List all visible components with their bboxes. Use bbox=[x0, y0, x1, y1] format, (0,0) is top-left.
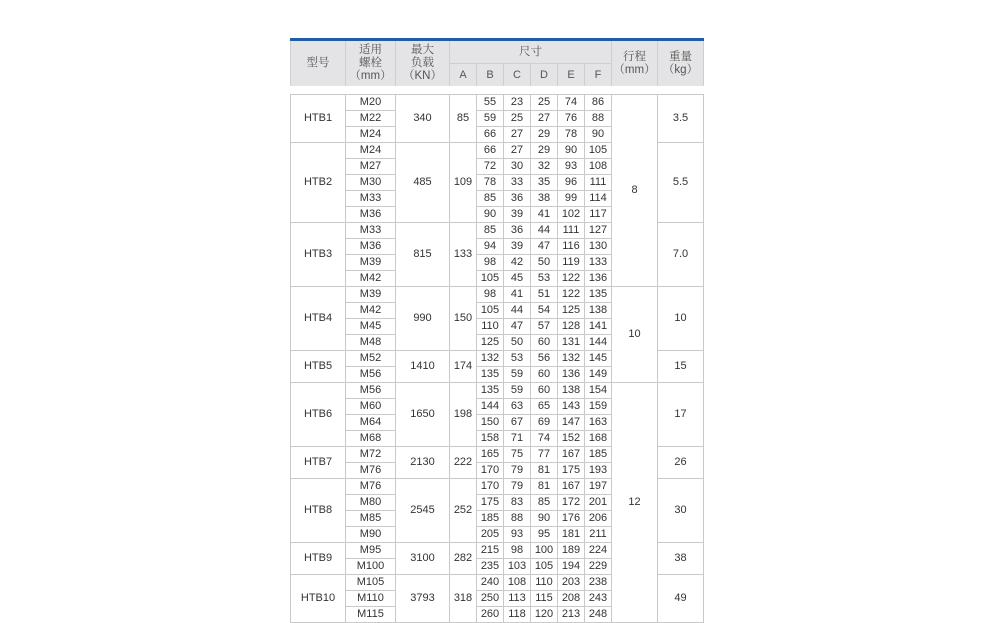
dim-a-cell: 252 bbox=[450, 479, 477, 543]
dim-e-cell: 143 bbox=[558, 399, 585, 415]
bolt-cell: M76 bbox=[346, 479, 396, 495]
header-dimensions: 尺寸 bbox=[450, 40, 612, 64]
dim-d-cell: 65 bbox=[531, 399, 558, 415]
dim-e-cell: 122 bbox=[558, 287, 585, 303]
dim-d-cell: 41 bbox=[531, 207, 558, 223]
dim-b-cell: 170 bbox=[477, 479, 504, 495]
dim-f-cell: 243 bbox=[585, 591, 612, 607]
bolt-cell: M33 bbox=[346, 191, 396, 207]
dim-c-cell: 93 bbox=[504, 527, 531, 543]
dim-f-cell: 159 bbox=[585, 399, 612, 415]
dim-b-cell: 66 bbox=[477, 127, 504, 143]
dim-e-cell: 125 bbox=[558, 303, 585, 319]
dim-f-cell: 211 bbox=[585, 527, 612, 543]
model-cell: HTB3 bbox=[291, 223, 346, 287]
dim-a-cell: 198 bbox=[450, 383, 477, 447]
dim-f-cell: 224 bbox=[585, 543, 612, 559]
dim-e-cell: 175 bbox=[558, 463, 585, 479]
dim-e-cell: 208 bbox=[558, 591, 585, 607]
dim-f-cell: 105 bbox=[585, 143, 612, 159]
dim-b-cell: 135 bbox=[477, 383, 504, 399]
dim-c-cell: 25 bbox=[504, 111, 531, 127]
dim-b-cell: 125 bbox=[477, 335, 504, 351]
dim-c-cell: 33 bbox=[504, 175, 531, 191]
dim-b-cell: 235 bbox=[477, 559, 504, 575]
dim-c-cell: 50 bbox=[504, 335, 531, 351]
dim-b-cell: 185 bbox=[477, 511, 504, 527]
dim-b-cell: 105 bbox=[477, 271, 504, 287]
dim-c-cell: 39 bbox=[504, 207, 531, 223]
dim-d-cell: 54 bbox=[531, 303, 558, 319]
dim-d-cell: 60 bbox=[531, 335, 558, 351]
dim-b-cell: 85 bbox=[477, 223, 504, 239]
dim-b-cell: 205 bbox=[477, 527, 504, 543]
dim-f-cell: 206 bbox=[585, 511, 612, 527]
bolt-cell: M90 bbox=[346, 527, 396, 543]
dim-c-cell: 108 bbox=[504, 575, 531, 591]
dim-f-cell: 88 bbox=[585, 111, 612, 127]
bolt-cell: M115 bbox=[346, 607, 396, 623]
dim-d-cell: 115 bbox=[531, 591, 558, 607]
model-cell: HTB1 bbox=[291, 95, 346, 143]
dim-b-cell: 90 bbox=[477, 207, 504, 223]
weight-cell: 17 bbox=[658, 383, 704, 447]
dim-e-cell: 122 bbox=[558, 271, 585, 287]
dim-d-cell: 27 bbox=[531, 111, 558, 127]
dim-e-cell: 167 bbox=[558, 447, 585, 463]
dim-d-cell: 81 bbox=[531, 463, 558, 479]
dim-d-cell: 77 bbox=[531, 447, 558, 463]
dim-c-cell: 53 bbox=[504, 351, 531, 367]
bolt-cell: M42 bbox=[346, 303, 396, 319]
model-cell: HTB9 bbox=[291, 543, 346, 575]
dim-c-cell: 79 bbox=[504, 479, 531, 495]
header-dim-a: A bbox=[450, 64, 477, 87]
model-cell: HTB8 bbox=[291, 479, 346, 543]
dim-b-cell: 132 bbox=[477, 351, 504, 367]
dim-d-cell: 90 bbox=[531, 511, 558, 527]
dim-d-cell: 47 bbox=[531, 239, 558, 255]
dim-f-cell: 130 bbox=[585, 239, 612, 255]
bolt-cell: M48 bbox=[346, 335, 396, 351]
load-cell: 485 bbox=[396, 143, 450, 223]
header-load: 最大 负载 （KN） bbox=[396, 40, 450, 87]
dim-c-cell: 59 bbox=[504, 367, 531, 383]
dim-e-cell: 128 bbox=[558, 319, 585, 335]
dim-d-cell: 95 bbox=[531, 527, 558, 543]
dim-a-cell: 318 bbox=[450, 575, 477, 623]
dim-b-cell: 78 bbox=[477, 175, 504, 191]
model-cell: HTB6 bbox=[291, 383, 346, 447]
weight-cell: 15 bbox=[658, 351, 704, 383]
dim-c-cell: 71 bbox=[504, 431, 531, 447]
weight-cell: 3.5 bbox=[658, 95, 704, 143]
dim-d-cell: 69 bbox=[531, 415, 558, 431]
bolt-cell: M42 bbox=[346, 271, 396, 287]
header-dim-b: B bbox=[477, 64, 504, 87]
dim-e-cell: 90 bbox=[558, 143, 585, 159]
bolt-cell: M22 bbox=[346, 111, 396, 127]
dim-d-cell: 120 bbox=[531, 607, 558, 623]
bolt-cell: M33 bbox=[346, 223, 396, 239]
table-body bbox=[291, 86, 704, 623]
stroke-cell: 10 bbox=[612, 287, 658, 383]
stroke-cell: 8 bbox=[612, 95, 658, 287]
dim-f-cell: 86 bbox=[585, 95, 612, 111]
dim-b-cell: 250 bbox=[477, 591, 504, 607]
dim-d-cell: 53 bbox=[531, 271, 558, 287]
dim-b-cell: 72 bbox=[477, 159, 504, 175]
dim-e-cell: 102 bbox=[558, 207, 585, 223]
dim-e-cell: 194 bbox=[558, 559, 585, 575]
dim-d-cell: 50 bbox=[531, 255, 558, 271]
dim-f-cell: 201 bbox=[585, 495, 612, 511]
dim-e-cell: 167 bbox=[558, 479, 585, 495]
dim-f-cell: 138 bbox=[585, 303, 612, 319]
dim-d-cell: 60 bbox=[531, 367, 558, 383]
dim-d-cell: 38 bbox=[531, 191, 558, 207]
dim-e-cell: 132 bbox=[558, 351, 585, 367]
load-cell: 3793 bbox=[396, 575, 450, 623]
dim-e-cell: 116 bbox=[558, 239, 585, 255]
header-dim-f: F bbox=[585, 64, 612, 87]
dim-c-cell: 83 bbox=[504, 495, 531, 511]
dim-e-cell: 152 bbox=[558, 431, 585, 447]
bolt-cell: M72 bbox=[346, 447, 396, 463]
weight-cell: 7.0 bbox=[658, 223, 704, 287]
bolt-cell: M36 bbox=[346, 207, 396, 223]
dim-f-cell: 111 bbox=[585, 175, 612, 191]
dim-c-cell: 79 bbox=[504, 463, 531, 479]
dim-a-cell: 109 bbox=[450, 143, 477, 223]
dim-b-cell: 144 bbox=[477, 399, 504, 415]
bolt-cell: M24 bbox=[346, 127, 396, 143]
dim-c-cell: 36 bbox=[504, 223, 531, 239]
dim-c-cell: 42 bbox=[504, 255, 531, 271]
dim-f-cell: 136 bbox=[585, 271, 612, 287]
dim-b-cell: 105 bbox=[477, 303, 504, 319]
load-cell: 990 bbox=[396, 287, 450, 351]
dim-a-cell: 222 bbox=[450, 447, 477, 479]
bolt-cell: M24 bbox=[346, 143, 396, 159]
header-bolt: 适用 螺栓 （mm） bbox=[346, 40, 396, 87]
model-cell: HTB5 bbox=[291, 351, 346, 383]
dim-c-cell: 30 bbox=[504, 159, 531, 175]
dim-f-cell: 229 bbox=[585, 559, 612, 575]
dim-e-cell: 74 bbox=[558, 95, 585, 111]
dim-c-cell: 39 bbox=[504, 239, 531, 255]
bolt-cell: M56 bbox=[346, 367, 396, 383]
dim-d-cell: 32 bbox=[531, 159, 558, 175]
dim-d-cell: 57 bbox=[531, 319, 558, 335]
dim-b-cell: 94 bbox=[477, 239, 504, 255]
bolt-cell: M110 bbox=[346, 591, 396, 607]
dim-e-cell: 136 bbox=[558, 367, 585, 383]
load-cell: 2130 bbox=[396, 447, 450, 479]
bolt-cell: M39 bbox=[346, 255, 396, 271]
dim-b-cell: 66 bbox=[477, 143, 504, 159]
dim-f-cell: 248 bbox=[585, 607, 612, 623]
bolt-cell: M52 bbox=[346, 351, 396, 367]
dim-c-cell: 44 bbox=[504, 303, 531, 319]
dim-b-cell: 165 bbox=[477, 447, 504, 463]
weight-cell: 30 bbox=[658, 479, 704, 543]
dim-b-cell: 98 bbox=[477, 287, 504, 303]
dim-d-cell: 29 bbox=[531, 143, 558, 159]
dim-e-cell: 96 bbox=[558, 175, 585, 191]
dim-b-cell: 110 bbox=[477, 319, 504, 335]
dim-f-cell: 197 bbox=[585, 479, 612, 495]
dim-d-cell: 85 bbox=[531, 495, 558, 511]
header-model: 型号 bbox=[291, 40, 346, 87]
header-stroke: 行程 （mm） bbox=[612, 40, 658, 87]
dim-d-cell: 44 bbox=[531, 223, 558, 239]
dim-e-cell: 76 bbox=[558, 111, 585, 127]
dim-b-cell: 240 bbox=[477, 575, 504, 591]
dim-b-cell: 59 bbox=[477, 111, 504, 127]
dim-f-cell: 145 bbox=[585, 351, 612, 367]
dim-f-cell: 149 bbox=[585, 367, 612, 383]
dim-e-cell: 213 bbox=[558, 607, 585, 623]
model-cell: HTB7 bbox=[291, 447, 346, 479]
bolt-cell: M76 bbox=[346, 463, 396, 479]
dim-c-cell: 103 bbox=[504, 559, 531, 575]
bolt-cell: M39 bbox=[346, 287, 396, 303]
model-cell: HTB4 bbox=[291, 287, 346, 351]
dim-f-cell: 133 bbox=[585, 255, 612, 271]
load-cell: 1650 bbox=[396, 383, 450, 447]
load-cell: 2545 bbox=[396, 479, 450, 543]
dim-c-cell: 118 bbox=[504, 607, 531, 623]
dim-c-cell: 41 bbox=[504, 287, 531, 303]
dim-b-cell: 158 bbox=[477, 431, 504, 447]
dim-d-cell: 51 bbox=[531, 287, 558, 303]
dim-b-cell: 175 bbox=[477, 495, 504, 511]
dim-e-cell: 99 bbox=[558, 191, 585, 207]
header-dim-e: E bbox=[558, 64, 585, 87]
dim-e-cell: 111 bbox=[558, 223, 585, 239]
dim-e-cell: 176 bbox=[558, 511, 585, 527]
dim-e-cell: 131 bbox=[558, 335, 585, 351]
dim-d-cell: 35 bbox=[531, 175, 558, 191]
dim-e-cell: 78 bbox=[558, 127, 585, 143]
bolt-cell: M85 bbox=[346, 511, 396, 527]
dim-c-cell: 27 bbox=[504, 127, 531, 143]
dim-c-cell: 75 bbox=[504, 447, 531, 463]
dim-f-cell: 154 bbox=[585, 383, 612, 399]
dim-a-cell: 85 bbox=[450, 95, 477, 143]
dim-f-cell: 185 bbox=[585, 447, 612, 463]
weight-cell: 5.5 bbox=[658, 143, 704, 223]
dim-f-cell: 90 bbox=[585, 127, 612, 143]
load-cell: 340 bbox=[396, 95, 450, 143]
dim-c-cell: 113 bbox=[504, 591, 531, 607]
dim-d-cell: 29 bbox=[531, 127, 558, 143]
dim-b-cell: 55 bbox=[477, 95, 504, 111]
weight-cell: 49 bbox=[658, 575, 704, 623]
dim-c-cell: 23 bbox=[504, 95, 531, 111]
bolt-cell: M56 bbox=[346, 383, 396, 399]
weight-cell: 10 bbox=[658, 287, 704, 351]
dim-e-cell: 147 bbox=[558, 415, 585, 431]
weight-cell: 26 bbox=[658, 447, 704, 479]
dim-f-cell: 163 bbox=[585, 415, 612, 431]
bolt-cell: M80 bbox=[346, 495, 396, 511]
dim-f-cell: 135 bbox=[585, 287, 612, 303]
table-header bbox=[291, 40, 704, 87]
dim-c-cell: 98 bbox=[504, 543, 531, 559]
weight-cell: 38 bbox=[658, 543, 704, 575]
bolt-cell: M36 bbox=[346, 239, 396, 255]
dim-e-cell: 189 bbox=[558, 543, 585, 559]
dim-a-cell: 174 bbox=[450, 351, 477, 383]
dim-d-cell: 110 bbox=[531, 575, 558, 591]
bolt-cell: M64 bbox=[346, 415, 396, 431]
dim-f-cell: 114 bbox=[585, 191, 612, 207]
model-cell: HTB2 bbox=[291, 143, 346, 223]
bolt-cell: M68 bbox=[346, 431, 396, 447]
header-spacer bbox=[291, 86, 704, 95]
dim-e-cell: 181 bbox=[558, 527, 585, 543]
dim-c-cell: 67 bbox=[504, 415, 531, 431]
dim-d-cell: 60 bbox=[531, 383, 558, 399]
dim-c-cell: 27 bbox=[504, 143, 531, 159]
dim-e-cell: 172 bbox=[558, 495, 585, 511]
dim-c-cell: 88 bbox=[504, 511, 531, 527]
bolt-cell: M20 bbox=[346, 95, 396, 111]
dim-c-cell: 63 bbox=[504, 399, 531, 415]
load-cell: 815 bbox=[396, 223, 450, 287]
dim-f-cell: 117 bbox=[585, 207, 612, 223]
header-dim-c: C bbox=[504, 64, 531, 87]
bolt-cell: M30 bbox=[346, 175, 396, 191]
dim-d-cell: 100 bbox=[531, 543, 558, 559]
dim-e-cell: 119 bbox=[558, 255, 585, 271]
bolt-cell: M105 bbox=[346, 575, 396, 591]
dim-b-cell: 135 bbox=[477, 367, 504, 383]
dim-a-cell: 133 bbox=[450, 223, 477, 287]
dim-c-cell: 59 bbox=[504, 383, 531, 399]
spec-table bbox=[290, 38, 704, 623]
dim-e-cell: 93 bbox=[558, 159, 585, 175]
dim-f-cell: 193 bbox=[585, 463, 612, 479]
dim-b-cell: 260 bbox=[477, 607, 504, 623]
dim-f-cell: 108 bbox=[585, 159, 612, 175]
table-row bbox=[291, 95, 704, 111]
bolt-cell: M95 bbox=[346, 543, 396, 559]
model-cell: HTB10 bbox=[291, 575, 346, 623]
dim-d-cell: 105 bbox=[531, 559, 558, 575]
dim-f-cell: 127 bbox=[585, 223, 612, 239]
table-row bbox=[291, 383, 704, 399]
dim-b-cell: 98 bbox=[477, 255, 504, 271]
dim-b-cell: 170 bbox=[477, 463, 504, 479]
dim-b-cell: 150 bbox=[477, 415, 504, 431]
table-row bbox=[291, 287, 704, 303]
dim-d-cell: 25 bbox=[531, 95, 558, 111]
dim-d-cell: 74 bbox=[531, 431, 558, 447]
dim-f-cell: 141 bbox=[585, 319, 612, 335]
dim-e-cell: 203 bbox=[558, 575, 585, 591]
bolt-cell: M27 bbox=[346, 159, 396, 175]
dim-c-cell: 45 bbox=[504, 271, 531, 287]
header-dim-d: D bbox=[531, 64, 558, 87]
dim-c-cell: 36 bbox=[504, 191, 531, 207]
dim-a-cell: 282 bbox=[450, 543, 477, 575]
dim-b-cell: 85 bbox=[477, 191, 504, 207]
dim-e-cell: 138 bbox=[558, 383, 585, 399]
header-weight: 重量 （kg） bbox=[658, 40, 704, 87]
load-cell: 3100 bbox=[396, 543, 450, 575]
stroke-cell: 12 bbox=[612, 383, 658, 623]
dim-d-cell: 56 bbox=[531, 351, 558, 367]
bolt-cell: M100 bbox=[346, 559, 396, 575]
dim-b-cell: 215 bbox=[477, 543, 504, 559]
dim-f-cell: 168 bbox=[585, 431, 612, 447]
spacer-cell bbox=[291, 86, 704, 95]
dim-d-cell: 81 bbox=[531, 479, 558, 495]
load-cell: 1410 bbox=[396, 351, 450, 383]
bolt-cell: M60 bbox=[346, 399, 396, 415]
dim-f-cell: 144 bbox=[585, 335, 612, 351]
dim-a-cell: 150 bbox=[450, 287, 477, 351]
bolt-cell: M45 bbox=[346, 319, 396, 335]
dim-f-cell: 238 bbox=[585, 575, 612, 591]
dim-c-cell: 47 bbox=[504, 319, 531, 335]
